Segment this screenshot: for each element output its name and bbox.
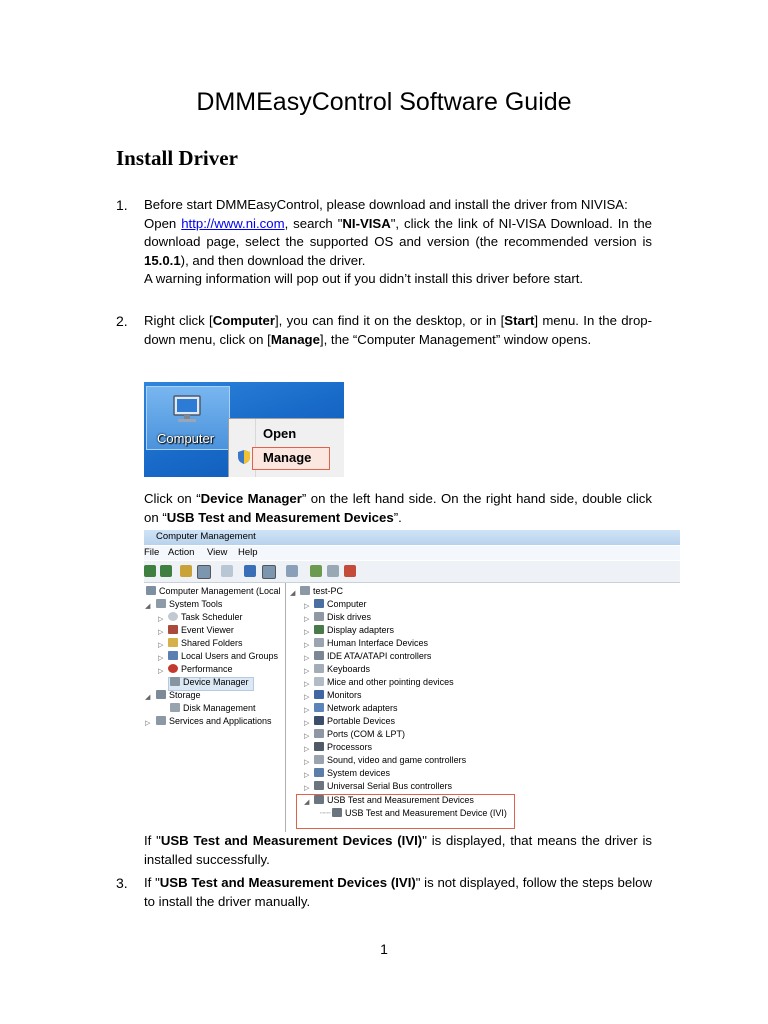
dm-device-manager: Device Manager	[200, 491, 302, 506]
step-2-t3: ] menu. In the drop-down menu, click on [	[144, 313, 653, 347]
tree-node[interactable]	[156, 599, 222, 610]
device-manager-instruction	[144, 490, 652, 527]
pc-icon	[300, 586, 310, 595]
computer-management-screenshot	[144, 530, 680, 832]
computer-desktop-icon[interactable]	[146, 386, 230, 450]
computer-label: Computer	[157, 431, 215, 446]
collapse-arrow-icon[interactable]: ▷	[304, 642, 310, 649]
collapse-arrow-icon[interactable]: ▷	[304, 707, 310, 714]
hid-icon	[314, 638, 324, 647]
device-category[interactable]	[314, 677, 454, 688]
tree-node-device-manager[interactable]	[170, 677, 249, 688]
tree-node-label: IDE ATA/ATAPI controllers	[327, 651, 432, 661]
context-menu-screenshot	[144, 382, 344, 477]
section-heading: Install Driver	[116, 146, 238, 170]
usb-icon	[314, 795, 324, 804]
collapse-arrow-icon[interactable]: ▷	[158, 668, 164, 675]
tree-node-label: Sound, video and game controllers	[327, 755, 467, 765]
tree-node[interactable]	[170, 703, 256, 714]
sound-icon	[314, 755, 324, 764]
step-2-start: Start	[504, 313, 535, 328]
storage-icon	[156, 690, 166, 699]
success-t2: " is displayed, that means the driver is installed successfully.	[144, 833, 652, 867]
help-icon[interactable]	[244, 565, 256, 577]
menu-action[interactable]: Action	[168, 547, 195, 558]
window-titlebar	[144, 530, 680, 545]
dm-t2: ” on the left hand side. On the right hand side, double click on “	[144, 491, 652, 525]
step-1-text	[144, 196, 652, 289]
step-1-number: 1.	[116, 197, 128, 213]
device-category[interactable]	[314, 768, 390, 779]
document-title: DMMEasyControl Software Guide	[196, 88, 572, 116]
device-category[interactable]	[314, 690, 362, 701]
step-2-t1: Right click [	[144, 313, 213, 328]
scan-hardware-icon[interactable]	[286, 565, 298, 577]
expand-arrow-icon[interactable]: ◢	[290, 590, 296, 597]
collapse-arrow-icon[interactable]: ▷	[304, 733, 310, 740]
collapse-arrow-icon[interactable]: ▷	[304, 720, 310, 727]
tree-node[interactable]	[156, 716, 272, 727]
device-category-usb-tmc[interactable]	[314, 795, 474, 806]
search-mid: , search "	[284, 215, 343, 231]
display-adapter-icon	[314, 625, 324, 634]
device-category[interactable]	[314, 755, 466, 766]
page-number: 1	[380, 941, 388, 957]
context-menu	[228, 418, 344, 477]
step-3-text	[144, 874, 652, 911]
step-1-line1: Before start DMMEasyControl, please download and install the driver from NIVISA:	[144, 197, 628, 212]
window-title: Computer Management	[156, 531, 256, 542]
collapse-arrow-icon[interactable]: ▷	[304, 772, 310, 779]
users-icon	[168, 651, 178, 660]
tree-node[interactable]	[168, 612, 243, 623]
tree-node-label: Storage	[169, 690, 201, 700]
device-category[interactable]	[314, 716, 395, 727]
dm-usb-devices: USB Test and Measurement Devices	[166, 509, 394, 525]
device-category[interactable]	[314, 625, 394, 636]
usb-icon	[314, 781, 324, 790]
tree-node-label: Ports (COM & LPT)	[327, 729, 406, 739]
services-icon	[156, 716, 166, 725]
step-3-device-name: USB Test and Measurement Devices (IVI)	[159, 875, 416, 890]
collapse-arrow-icon[interactable]: ▷	[304, 603, 310, 610]
computer-category-icon	[314, 599, 324, 608]
menu-item-manage[interactable]: Manage	[263, 450, 312, 465]
ide-controller-icon	[314, 651, 324, 660]
uninstall-icon[interactable]	[344, 565, 356, 577]
device-tree-root[interactable]	[300, 586, 343, 597]
version-number: 15.0.1	[144, 252, 181, 268]
dm-t3: ”.	[393, 509, 402, 525]
tree-node[interactable]	[156, 690, 201, 701]
computer-icon	[171, 393, 205, 427]
device-category[interactable]	[314, 612, 371, 623]
monitor-icon	[314, 690, 324, 699]
tree-node-label: Portable Devices	[327, 716, 396, 726]
network-adapter-icon	[314, 703, 324, 712]
tree-node-label: test-PC	[313, 586, 344, 596]
success-device-name: USB Test and Measurement Devices (IVI)	[160, 833, 423, 848]
ni-link[interactable]: http://www.ni.com	[181, 215, 285, 231]
disk-drive-icon	[314, 612, 324, 621]
step-2-computer: Computer	[212, 313, 275, 328]
device-manager-icon	[170, 677, 180, 686]
shared-folder-icon	[168, 638, 178, 647]
menu-help[interactable]: Help	[238, 547, 258, 558]
disk-icon	[170, 703, 180, 712]
step-2-text	[144, 312, 652, 349]
tree-node-label: Display adapters	[327, 625, 395, 635]
tree-node-label: System devices	[327, 768, 391, 778]
tree-node-label: Computer	[327, 599, 367, 609]
show-hide-tree-icon[interactable]	[197, 565, 211, 579]
portable-device-icon	[314, 716, 324, 725]
tree-node-label: Event Viewer	[181, 625, 234, 635]
success-note	[144, 832, 652, 869]
event-viewer-icon	[168, 625, 178, 634]
expand-arrow-icon[interactable]: ◢	[145, 603, 151, 610]
tree-node-label: USB Test and Measurement Device (IVI)	[345, 808, 507, 818]
tree-node-label: Keyboards	[327, 664, 371, 674]
processor-icon	[314, 742, 324, 751]
tree-node-label: Network adapters	[327, 703, 398, 713]
tree-node[interactable]	[168, 651, 278, 662]
tree-node-label: System Tools	[169, 599, 223, 609]
properties-icon[interactable]	[221, 565, 233, 577]
success-t1: If "	[144, 833, 161, 848]
back-icon[interactable]	[144, 565, 156, 577]
collapse-arrow-icon[interactable]: ▷	[158, 629, 164, 636]
tree-node-label: Services and Applications	[169, 716, 272, 726]
tree-node-label: Performance	[181, 664, 233, 674]
expand-arrow-icon[interactable]: ◢	[304, 799, 310, 806]
tree-node-label: Local Users and Groups	[181, 651, 279, 661]
tree-node-label: Device Manager	[183, 677, 249, 687]
tree-node-label: Disk Management	[183, 703, 256, 713]
window-toolbar	[144, 561, 680, 583]
version-rest: ), and then download the driver.	[180, 252, 366, 268]
mouse-icon	[314, 677, 324, 686]
collapse-arrow-icon[interactable]: ▷	[158, 642, 164, 649]
tree-node[interactable]	[168, 625, 234, 636]
action-pane-icon[interactable]	[262, 565, 276, 579]
search-term: NI-VISA	[342, 215, 391, 231]
step-3-t2: " is not displayed, follow the steps below to install the driver manually.	[144, 875, 652, 909]
menu-file[interactable]: File	[144, 547, 160, 558]
step-2-t2: ], you can find it on the desktop, or in [	[275, 313, 505, 328]
performance-icon	[168, 664, 178, 673]
tree-node[interactable]	[146, 586, 281, 597]
device-category[interactable]	[314, 664, 370, 675]
collapse-arrow-icon[interactable]: ▷	[304, 629, 310, 636]
menu-item-open[interactable]: Open	[263, 426, 297, 441]
step-2-number: 2.	[116, 313, 128, 329]
menu-view[interactable]: View	[207, 547, 228, 558]
forward-icon[interactable]	[160, 565, 172, 577]
search-rest: ", click the link of NI-VISA Download. In the download page, select the supported OS and version (the recommended version is	[144, 215, 652, 250]
open-prefix: Open	[144, 215, 182, 231]
tree-node-label: Shared Folders	[181, 638, 243, 648]
device-usb-tmc-ivi[interactable]	[332, 808, 507, 819]
collapse-arrow-icon[interactable]: ▷	[304, 655, 310, 662]
collapse-arrow-icon[interactable]: ▷	[145, 720, 151, 727]
tree-node-label: Computer Management (Local	[159, 586, 281, 596]
tree-node[interactable]	[168, 638, 243, 649]
step-3-number: 3.	[116, 875, 128, 891]
usb-icon	[332, 808, 342, 817]
collapse-arrow-icon[interactable]: ▷	[304, 681, 310, 688]
update-driver-icon[interactable]	[310, 565, 322, 577]
tree-connector: ┈┈	[320, 808, 331, 818]
disable-device-icon[interactable]	[327, 565, 339, 577]
tree-node[interactable]	[168, 664, 233, 675]
port-icon	[314, 729, 324, 738]
step-2-t4: ], the “Computer Management” window opens.	[319, 331, 592, 347]
device-category[interactable]	[314, 729, 405, 740]
dm-t1: Click on “	[144, 491, 201, 506]
collapse-arrow-icon[interactable]: ▷	[304, 746, 310, 753]
shield-icon	[237, 449, 251, 465]
tree-node-label: Processors	[327, 742, 373, 752]
pane-divider	[285, 583, 286, 832]
tree-node-label: Disk drives	[327, 612, 372, 622]
device-category[interactable]	[314, 742, 372, 753]
up-folder-icon[interactable]	[180, 565, 192, 577]
keyboard-icon	[314, 664, 324, 673]
collapse-arrow-icon[interactable]: ▷	[304, 694, 310, 701]
tree-node-label: Human Interface Devices	[327, 638, 429, 648]
step-1-warning: A warning information will pop out if you didn’t install this driver before start.	[144, 271, 584, 287]
collapse-arrow-icon[interactable]: ▷	[304, 759, 310, 766]
collapse-arrow-icon[interactable]: ▷	[158, 655, 164, 662]
step-3-t1: If "	[144, 875, 160, 890]
window-menubar	[144, 546, 680, 560]
step-1-open-line	[144, 215, 652, 271]
tools-icon	[156, 599, 166, 608]
tree-node-label: Task Scheduler	[181, 612, 243, 622]
system-device-icon	[314, 768, 324, 777]
device-category[interactable]	[314, 703, 398, 714]
clock-icon	[168, 612, 178, 621]
collapse-arrow-icon[interactable]: ▷	[158, 616, 164, 623]
tree-node-label: Universal Serial Bus controllers	[327, 781, 453, 791]
collapse-arrow-icon[interactable]: ▷	[304, 668, 310, 675]
tree-node-label: Monitors	[327, 690, 362, 700]
device-category[interactable]	[314, 651, 431, 662]
tree-node-label: Mice and other pointing devices	[327, 677, 454, 687]
collapse-arrow-icon[interactable]: ▷	[304, 785, 310, 792]
tree-node-label: USB Test and Measurement Devices	[327, 795, 474, 805]
device-category[interactable]	[314, 599, 367, 610]
device-category[interactable]	[314, 781, 452, 792]
collapse-arrow-icon[interactable]: ▷	[304, 616, 310, 623]
step-2-manage: Manage	[270, 331, 320, 347]
computer-management-icon	[146, 586, 156, 595]
device-category[interactable]	[314, 638, 428, 649]
expand-arrow-icon[interactable]: ◢	[145, 694, 151, 701]
